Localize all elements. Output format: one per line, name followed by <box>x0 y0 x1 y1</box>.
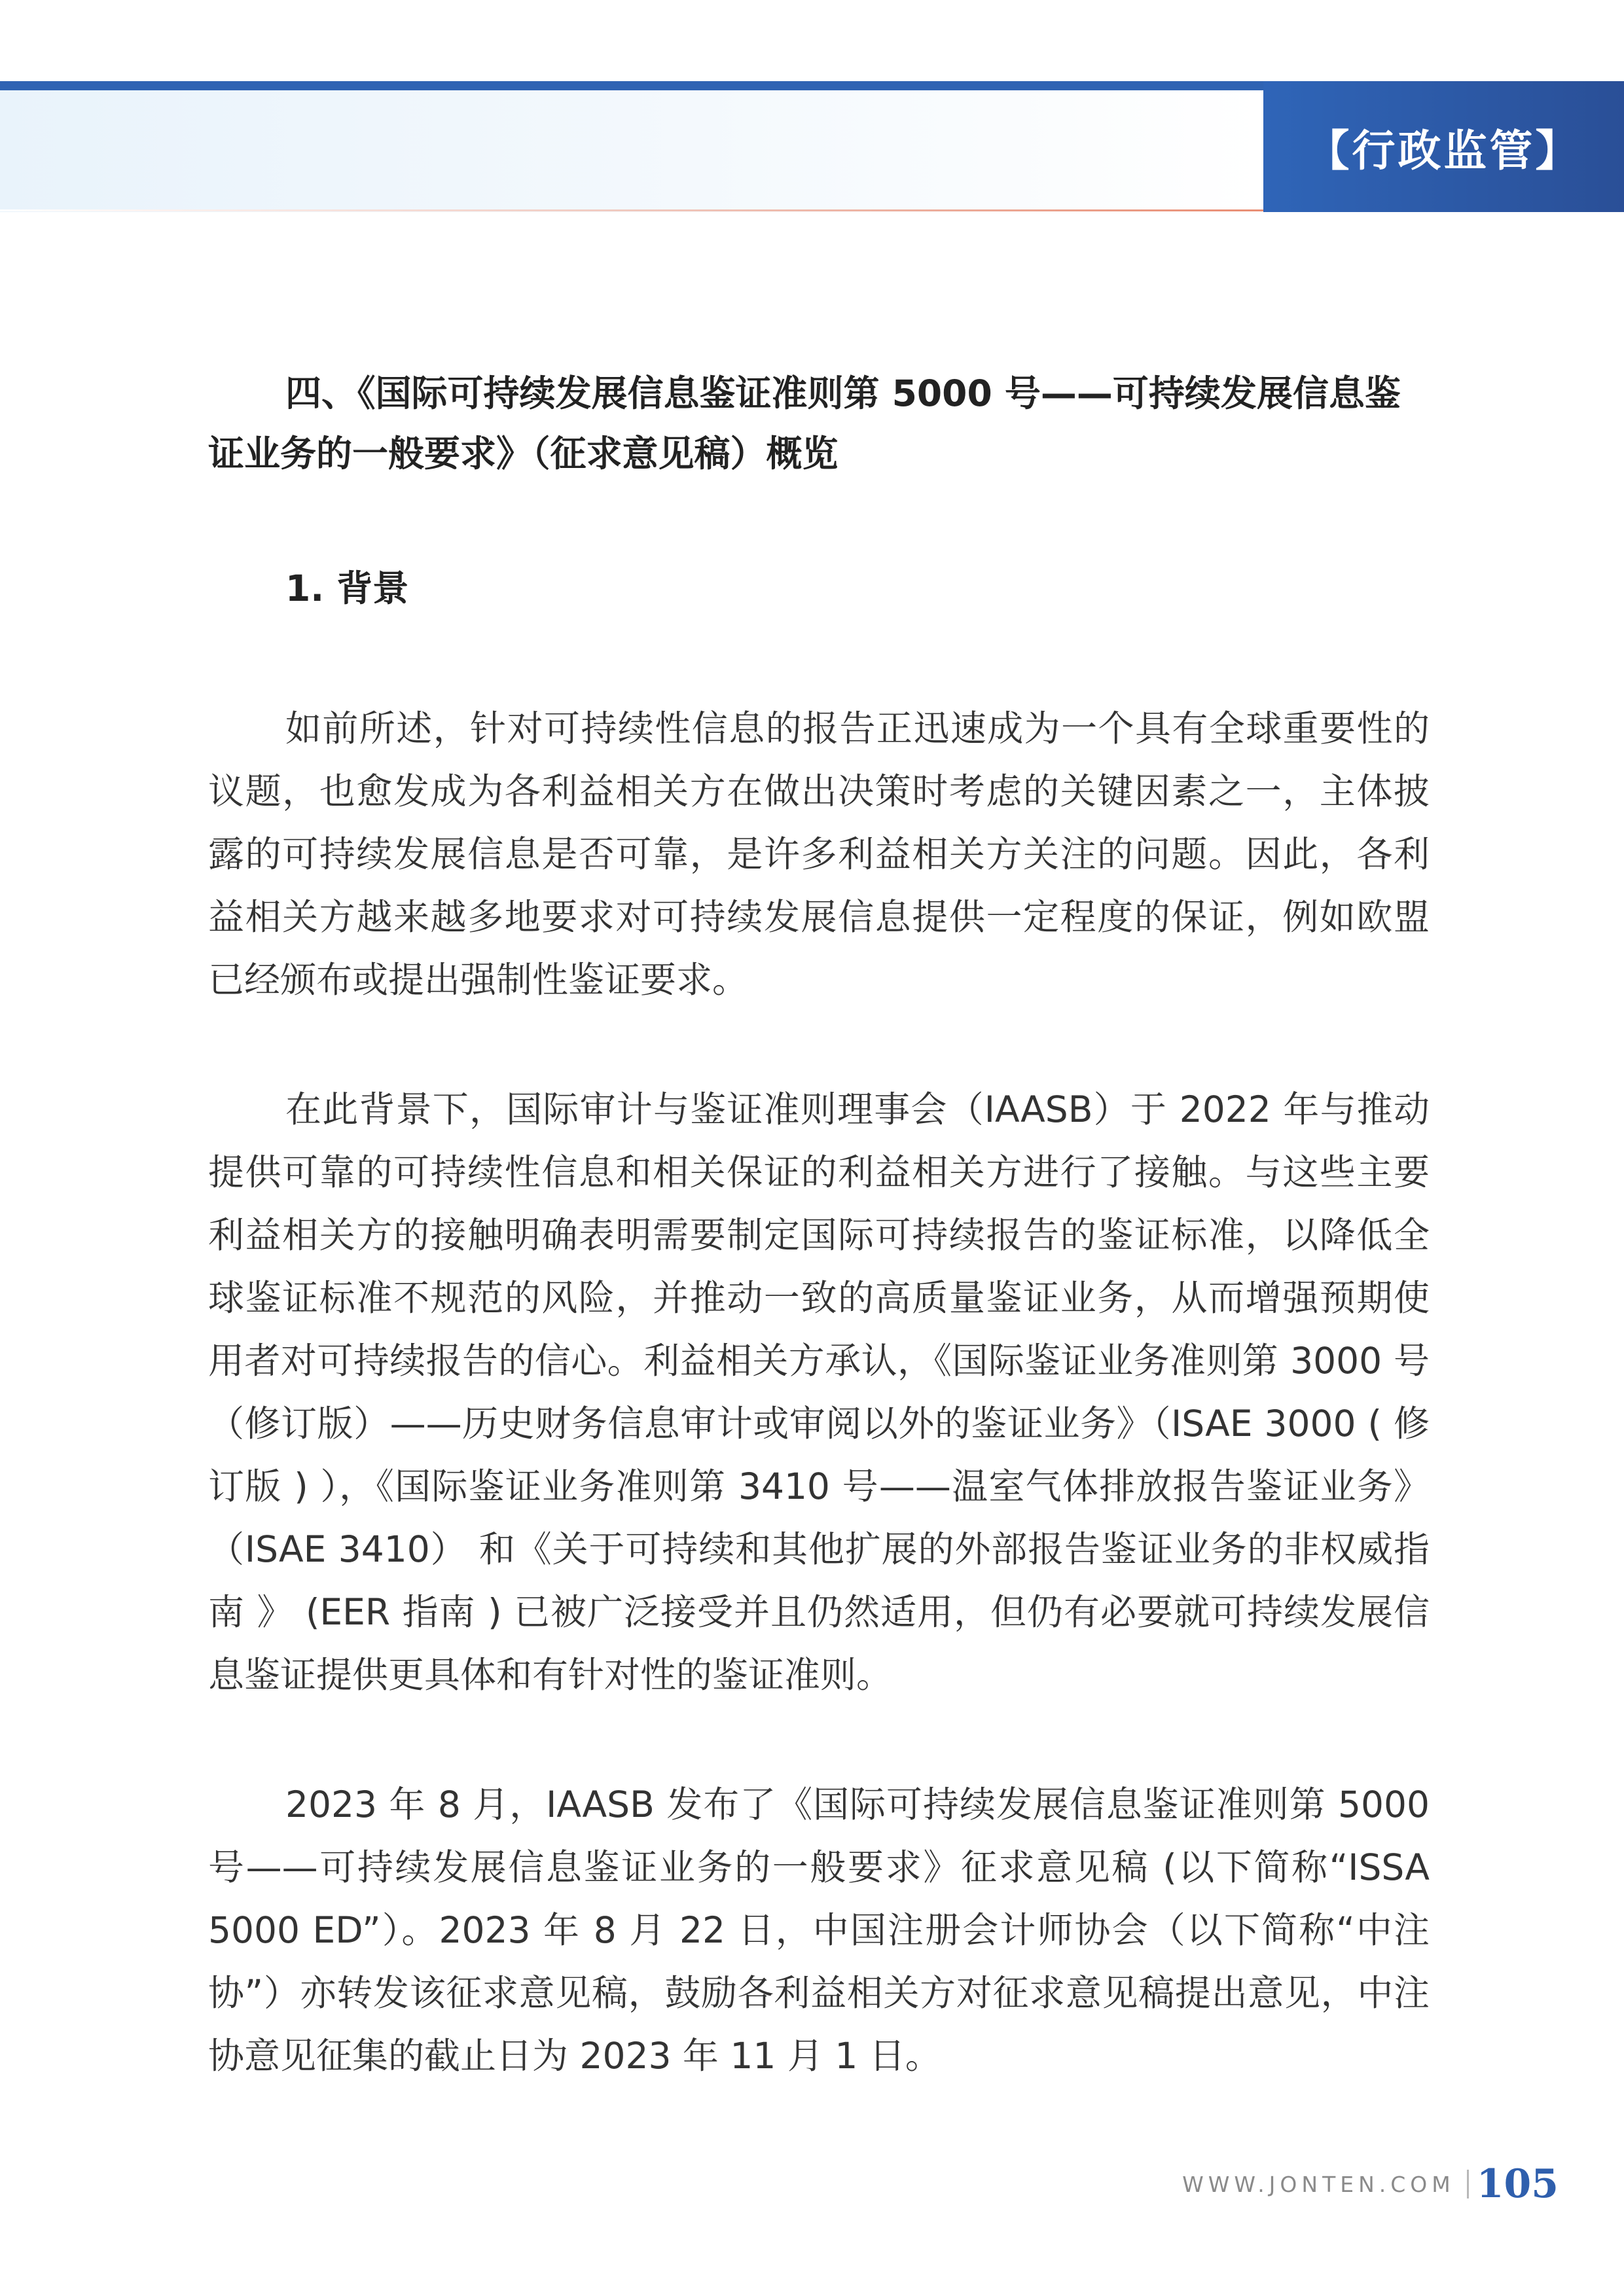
section-tab <box>1263 81 1624 212</box>
header-band-divider <box>0 209 1263 211</box>
footer-divider <box>1467 2170 1469 2198</box>
header-band <box>0 90 1263 212</box>
body-paragraph: 在此背景下，国际审计与鉴证准则理事会（IAASB）于 2022 年与推动提供可靠的可持续性信息和相关保证的利益相关方进行了接触。与这些主要利益相关方的接触明确表明需要制定国际可持续报告的鉴证标准，以降低全球鉴证标准不规范的风险，并推动一致的高质量鉴证业务，从而增强预期使用者对可持续报告的信心。利益相关方承认，《国际鉴证业务准则第 3000 号（修订版）——历史财务信息审计或审阅以外的鉴证业务》（ISAE 3000 ( 修订版 ) ），《国际鉴证业务准则第 3410 号——温室气体排放报告鉴证业务》（ISAE 3410） 和《关于可持续和其他扩展的外部报告鉴证业务的非权威指南 》 (EER 指南 ) 已被广泛接受并且仍然适用，但仍有必要就可持续发展信息鉴证提供更具体和有针对性的鉴证准则。 <box>208 1088 1430 1696</box>
section-heading: 四、《国际可持续发展信息鉴证准则第 5000 号——可持续发展信息鉴证业务的一般要求》（征求意见稿）概览 <box>208 372 1401 475</box>
page-footer <box>1182 2161 1559 2207</box>
body-paragraph: 2023 年 8 月，IAASB 发布了《国际可持续发展信息鉴证准则第 5000 号——可持续发展信息鉴证业务的一般要求》征求意见稿 (以下简称“ISSA 5000 ED”）。2023 年 8 月 22 日，中国注册会计师协会（以下简称“中注协”）亦转发该征求意见稿，鼓励各利益相关方对征求意见稿提出意见，中注协意见征集的截止日为 2023 年 11 月 1 日。 <box>208 1784 1430 2077</box>
footer-website: WWW.JONTEN.COM <box>1182 2171 1455 2197</box>
body-paragraph: 如前所述，针对可持续性信息的报告正迅速成为一个具有全球重要性的议题，也愈发成为各利益相关方在做出决策时考虑的关键因素之一，主体披露的可持续发展信息是否可靠，是许多利益相关方关注的问题。因此，各利益相关方越来越多地要求对可持续发展信息提供一定程度的保证，例如欧盟已经颁布或提出强制性鉴证要求。 <box>208 708 1430 1001</box>
header-top-rule <box>0 81 1263 90</box>
article-body <box>208 363 1430 2087</box>
section-label: 【行政监管】 <box>1306 124 1581 176</box>
subsection-heading: 1. 背景 <box>285 567 409 609</box>
page-number: 105 <box>1476 2161 1559 2207</box>
